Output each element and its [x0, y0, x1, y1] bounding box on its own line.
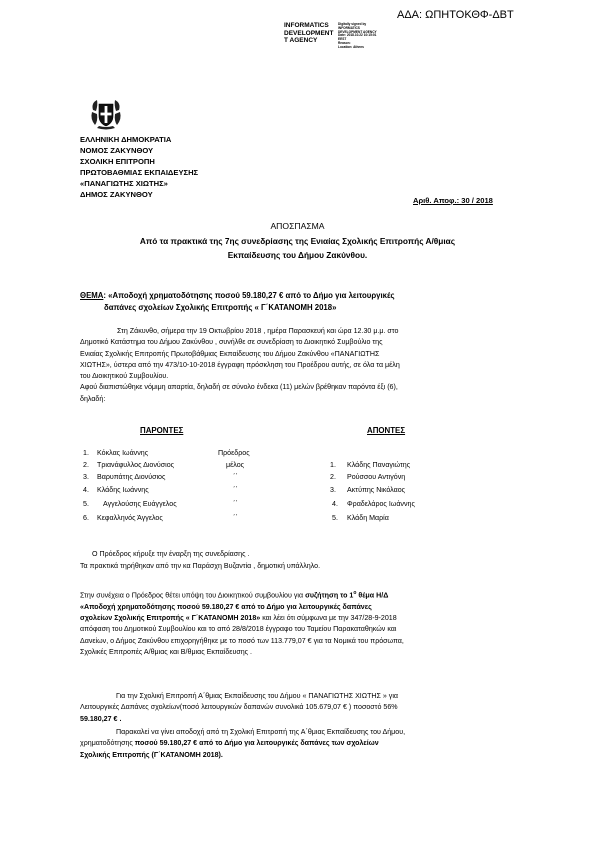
absent-member-name: Κλάδη Μαρία: [347, 514, 389, 522]
intro-line: Στη Ζάκυνθο, σήμερα την 19 Οκτωβρίου 2018 , ημέρα Παρασκευή και ώρα 12.30 μ.μ. στο: [117, 327, 399, 335]
request-line: χρηματοδότησης ποσού 59.180,27 € από το Δήμο για λειτουργικές δαπάνες των σχολείων: [80, 739, 379, 748]
issuer-line: ΠΡΩΤΟΒΑΘΜΙΑΣ ΕΚΠΑΙΔΕΥΣΗΣ: [80, 168, 199, 177]
present-member-name: Τριανάφυλλος Διονύσιος: [97, 461, 175, 469]
present-member-role: μέλος: [226, 461, 245, 469]
present-member-num: 2.: [83, 461, 89, 469]
present-member-name: Αγγελούσης Ευάγγελος: [103, 500, 177, 508]
opening-line-2: Τα πρακτικά τηρήθηκαν από την κα Παράσχη Βυζαντία , δημοτική υπάλληλο.: [80, 562, 321, 570]
request-line: Παρακαλεί να γίνει αποδοχή από τη Σχολική Επιτροπή της Α΄θμιας Εκπαίδευσης του Δήμου,: [116, 728, 406, 736]
discussion-line: Δανείων, ο Δήμος Ζακύνθου επιχορηγήθηκε με το ποσό των 113.779,07 € για τα Νομικά του πρόσωπα,: [80, 636, 404, 645]
present-member-name: Κόκλας Ιωάννης: [97, 449, 149, 457]
intro-line: ΧΙΩΤΗΣ», ύστερα από την 473/10-10-2018 έγγραφη πρόσκληση του Προέδρου αυτής, σε όλα τα μέλη: [80, 360, 400, 369]
discussion-paragraph: [80, 588, 520, 658]
present-member-num: 5.: [83, 500, 89, 508]
allocation-line: 59.180,27 € .: [80, 714, 122, 723]
document-title: ΑΠΟΣΠΑΣΜΑ: [270, 221, 325, 231]
document-subtitle-line-1: Από τα πρακτικά της 7ης συνεδρίασης της Ενιαίας Σχολικής Επιτροπής Α/θμιας: [139, 236, 456, 246]
decision-number: Αριθ. Αποφ.: 30 / 2018: [413, 196, 493, 205]
signature-details: Digitally signed by INFORMATICS DEVELOPMENT AGENCY Date: 2018.10.22 10:15:01 EEST Reason: Location: Athens: [338, 22, 377, 49]
subject-block: [80, 290, 395, 314]
issuer-line: ΕΛΛΗΝΙΚΗ ΔΗΜΟΚΡΑΤΙΑ: [80, 135, 172, 144]
present-member-name: Κλάδης Ιωάννης: [97, 486, 149, 494]
opening-line-1: Ο Πρόεδρος κήρυξε την έναρξη της συνεδρίασης .: [92, 550, 250, 558]
request-line: Σχολικής Επιτροπής (Γ΄ΚΑΤΑΝΟΜΗ 2018).: [80, 750, 223, 759]
present-member-name: Κεφαλληνός Άγγελος: [97, 514, 163, 522]
present-member-role: ΄΄: [233, 500, 238, 508]
absent-member-num: 5.: [332, 514, 338, 522]
request-paragraph: [80, 727, 520, 761]
subject-line-2: δαπάνες σχολείων Σχολικής Επιτροπής « Γ΄ΚΑΤΑΝΟΜΗ 2018»: [104, 303, 337, 312]
present-member-role: ΄΄: [233, 486, 238, 494]
allocation-line: Λειτουργικές Δαπάνες σχολείων(ποσό λειτουργικών δαπανών συνολικά 105.679,07 € ) ποσοστό 56%: [80, 703, 398, 712]
absent-member-num: 3.: [330, 486, 336, 494]
absent-member-name: Φραδελάρος Ιωάννης: [347, 500, 415, 508]
intro-line: Ενιαίας Σχολικής Επιτροπής Πρωτοβάθμιας Εκπαίδευσης του Δήμου Ζακύνθου «ΠΑΝΑΓΙΩΤΗΣ: [80, 349, 380, 358]
present-member-role: ΄΄: [233, 514, 238, 522]
present-member-num: 4.: [83, 486, 89, 494]
present-member-num: 3.: [83, 473, 89, 481]
absent-member-num: 4.: [332, 500, 338, 508]
absent-heading: ΑΠΟΝΤΕΣ: [367, 426, 406, 435]
absent-member-name: Ακτύπης Νικόλαος: [347, 486, 406, 494]
document-subtitle-line-2: Εκπαίδευσης του Δήμου Ζακύνθου.: [227, 250, 368, 260]
subject-label: ΘΕΜΑ: [80, 291, 104, 300]
discussion-line: «Αποδοχή χρηματοδότησης ποσού 59.180,27 € από το Δήμο για λειτουργικές δαπάνες: [80, 602, 372, 611]
intro-line: Δημοτικό Κατάστημα του Δήμου Ζακύνθου , συνήλθε σε συνεδρίαση το Διοικητικό Συμβούλιο της: [80, 338, 383, 347]
intro-line: δηλαδή:: [80, 394, 106, 403]
issuer-line: «ΠΑΝΑΓΙΩΤΗΣ ΧΙΩΤΗΣ»: [80, 179, 168, 188]
absent-member-name: Κλάδης Παναγιώτης: [347, 461, 411, 469]
ada-code: ΑΔΑ: ΩΠΗΤΟΚΘΦ-ΔΒΤ: [397, 9, 514, 21]
present-heading: ΠΑΡΟΝΤΕΣ: [140, 426, 184, 435]
subject-line-1: : «Αποδοχή χρηματοδότησης ποσού 59.180,27 € από το Δήμο για λειτουργικές: [103, 291, 395, 300]
present-member-role: Πρόεδρος: [218, 449, 250, 457]
discussion-line: σχολείων Σχολικής Επιτροπής « Γ΄ΚΑΤΑΝΟΜΗ 2018» και λέει ότι σύμφωνα με την 347/28-9-2018: [80, 613, 397, 622]
intro-line: Αφού διαπιστώθηκε νόμιμη απαρτία, δηλαδή σε σύνολο ένδεκα (11) μελών βρέθηκαν παρόντα έξι (6),: [80, 383, 398, 392]
allocation-paragraph: [80, 691, 520, 725]
intro-paragraph: [80, 326, 520, 405]
discussion-line: Σχολικές Επιτροπές Α/θμιας και Β/θμιας Εκπαίδευσης .: [80, 647, 253, 656]
issuer-line: ΣΧΟΛΙΚΗ ΕΠΙΤΡΟΠΗ: [80, 157, 155, 166]
absent-member-name: Ρούσσου Αντιγόνη: [347, 473, 406, 481]
digital-signature-stamp: [284, 22, 394, 52]
issuer-block: [80, 134, 198, 200]
absent-member-num: 1.: [330, 461, 336, 469]
absent-member-num: 2.: [330, 473, 336, 481]
present-member-num: 1.: [83, 449, 89, 457]
greek-emblem-icon: [89, 97, 123, 131]
issuer-line: ΔΗΜΟΣ ΖΑΚΥΝΘΟΥ: [80, 190, 153, 199]
allocation-line: Για την Σχολική Επιτροπή Α΄θμιας Εκπαίδευσης του Δήμου « ΠΑΝΑΓΙΩΤΗΣ ΧΙΩΤΗΣ » για: [116, 692, 399, 700]
discussion-line: απόφαση του Δημοτικού Συμβουλίου και το από 28/8/2018 έγγραφο του Ταμείου Παρακαταθηκών και: [80, 625, 397, 634]
present-member-name: Βαρυπάτης Διονύσιος: [97, 473, 166, 481]
signature-org-name: INFORMATICS DEVELOPMENT T AGENCY: [284, 22, 334, 44]
present-member-role: ΄΄: [233, 473, 238, 481]
intro-line: του Διοικητικού Συμβουλίου.: [80, 372, 169, 381]
discussion-line: Στην συνέχεια ο Πρόεδρος θέτει υπόψη του Διοικητικού συμβουλίου για συζήτηση το $1^o$ θέμα Η/Δ: [80, 590, 389, 600]
issuer-line: ΝΟΜΟΣ ΖΑΚΥΝΘΟΥ: [80, 146, 154, 155]
present-member-num: 6.: [83, 514, 89, 522]
